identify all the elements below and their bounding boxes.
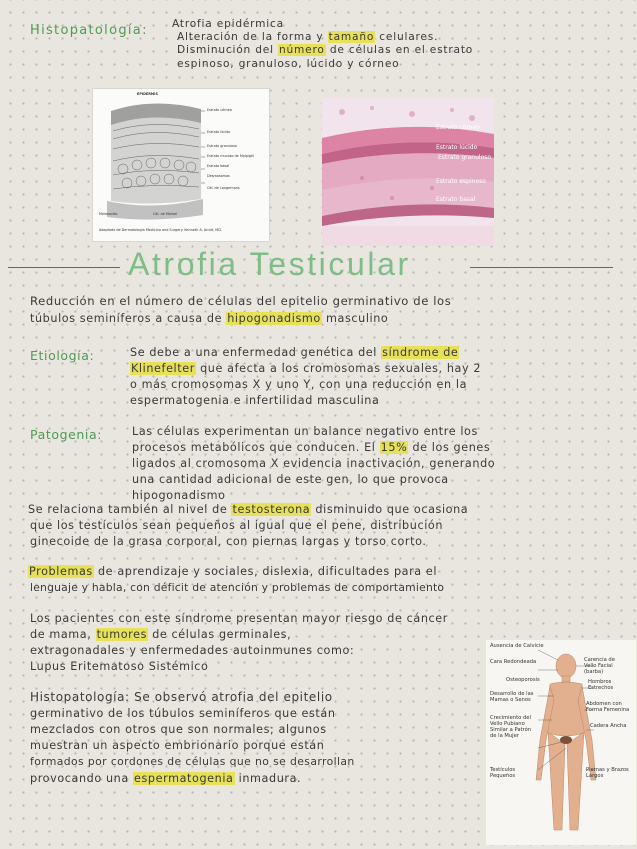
patogenia-line-2: procesos metabólicos que conducen. El 15% de los genes xyxy=(132,441,491,454)
body-label-left-0: Ausencia de Calvicie xyxy=(490,643,544,649)
body-label-right-4: Piernas y Brazos Largos xyxy=(586,767,629,779)
fig1-label-5: Desmosomas xyxy=(207,174,230,178)
histopatologia-line-4: muestran un aspecto embrionario porque están xyxy=(30,739,325,752)
testosterona-line-1: Se relaciona también al nivel de testosterona disminuido que ocasiona xyxy=(28,503,469,516)
klinefelter-body-diagram xyxy=(486,640,636,845)
etiologia-line-4: espermatogenia e infertilidad masculina xyxy=(130,394,380,407)
fig1-label-2: Estrato granuloso xyxy=(207,144,237,148)
histopatologia-line-2: germinativo de los túbulos seminíferos que están xyxy=(30,707,336,720)
histopatologia-line-1: Histopatología: Se observó atrofia del epitelio xyxy=(30,690,333,704)
body-label-left-4: Crecimiento del Vello Pubiano Similar a Patrón de la Mujer xyxy=(490,715,532,739)
skin-histology-image xyxy=(322,98,494,246)
fig1-label-3: Estrato mucoso de Malpighi xyxy=(207,154,255,158)
problemas-label: Problemas xyxy=(29,565,93,578)
body-label-left-1: Cara Redondeada xyxy=(490,659,537,665)
body-label-right-1: Hombros Estrechos xyxy=(588,679,614,691)
riesgo-line-1: Los pacientes con este síndrome presentan mayor riesgo de cáncer xyxy=(30,612,448,625)
fig1-label-0: Estrato córneo xyxy=(207,108,232,112)
histopatologia-label: Histopatología: xyxy=(30,690,130,704)
etiologia-line-3: o más cromosomas X y uno Y, con una reducción en la xyxy=(130,378,468,391)
histopatologia-line-5: formados por cordones de células que no se desarrollan xyxy=(30,755,355,768)
header-line-3: Disminución del número de células en el estrato xyxy=(177,44,474,56)
title-row xyxy=(8,246,613,282)
intro-line-1: Reducción en el número de células del epitelio germinativo de los xyxy=(30,294,452,308)
body-label-left-3: Desarrollo de las Mamas o Senos xyxy=(490,691,534,703)
fig2-label-3: Estrato espinoso xyxy=(436,178,486,185)
patogenia-line-4: una cantidad adicional de este gen, lo que provoca xyxy=(132,473,449,486)
header-line-4: espinoso, granuloso, lúcido y córneo xyxy=(177,58,400,70)
patogenia-line-3: ligados al cromosoma X evidencia inactivación, generando xyxy=(132,457,496,470)
body-label-right-3: Cadera Ancha xyxy=(590,723,627,729)
title-rule-left xyxy=(8,267,120,268)
fig2-label-4: Estrato basal xyxy=(436,196,476,203)
fig2-label-0: Estrato córneo xyxy=(436,124,480,131)
etiologia-line-2: Klinefelter que afecta a los cromosomas sexuales, hay 2 xyxy=(131,362,482,375)
header-line-2: Alteración de la forma y tamaño celulares. xyxy=(177,31,439,43)
fig1-label-6: Cél. de Langerhans xyxy=(207,186,240,190)
fig1-label-8: Cél. de Merkel xyxy=(153,212,178,216)
fig1-label-1: Estrato lúcido xyxy=(207,130,231,134)
fig1-label-4: Estrato basal xyxy=(207,164,230,168)
epidermis-diagram xyxy=(92,88,270,242)
patogenia-line-5: hipogonadismo xyxy=(132,489,226,502)
riesgo-line-4: Lupus Eritematoso Sistémico xyxy=(30,660,209,673)
fig2-label-2: Estrato granuloso xyxy=(438,154,492,161)
riesgo-line-3: extragonadales y enfermedades autoinmunes como: xyxy=(30,644,355,657)
body-label-right-2: Abdomen con Forma Femenina xyxy=(586,701,630,713)
header-label: Histopatología: xyxy=(30,23,148,38)
patogenia-label: Patogenia: xyxy=(30,427,103,442)
header-line-1: Atrofia epidérmica xyxy=(172,18,284,30)
problemas-line-2: lenguaje y habla, con déficit de atención y problemas de comportamiento xyxy=(30,581,445,594)
page-title: Atrofia Testicular xyxy=(128,246,411,282)
testosterona-line-3: ginecoide de la grasa corporal, con piernas largas y torso corto. xyxy=(30,535,427,548)
fig1-credit: Adaptado de Dermatología Medicina and Surgery. Kenneth A. Arndt, MD. xyxy=(99,228,222,232)
patogenia-line-1: Las células experimentan un balance negativo entre los xyxy=(132,425,478,438)
histology-texture xyxy=(322,98,494,246)
testosterona-line-2: que los testículos sean pequeños al igual que el pene, distribución xyxy=(30,519,444,532)
intro-line-2: túbulos seminíferos a causa de hipogonadismo masculino xyxy=(30,312,389,325)
body-label-right-0: Carencia de Vello Facial (barba) xyxy=(584,657,615,675)
riesgo-line-2: de mama, tumores de células germinales, xyxy=(30,628,292,641)
epidermis-drawing xyxy=(93,89,269,241)
etiologia-line-1: Se debe a una enfermedad genética del síndrome de xyxy=(130,346,459,359)
fig1-label-7: Melanocito xyxy=(99,212,118,216)
title-rule-right xyxy=(470,267,613,268)
etiologia-label: Etiología: xyxy=(30,348,95,363)
body-label-left-5: Testículos Pequeños xyxy=(490,767,516,779)
body-label-left-2: Osteoporosis xyxy=(506,677,540,683)
histopatologia-line-3: mezclados con otros que son normales; algunos xyxy=(30,723,327,736)
problemas-line-1: Problemas de aprendizaje y sociales, dislexia, dificultades para el xyxy=(29,565,438,578)
epidermis-top-label: EPIDERMIS xyxy=(137,92,158,96)
fig2-label-1: Estrato lúcido xyxy=(436,144,478,151)
histopatologia-line-6: provocando una espermatogenia inmadura. xyxy=(30,772,302,785)
